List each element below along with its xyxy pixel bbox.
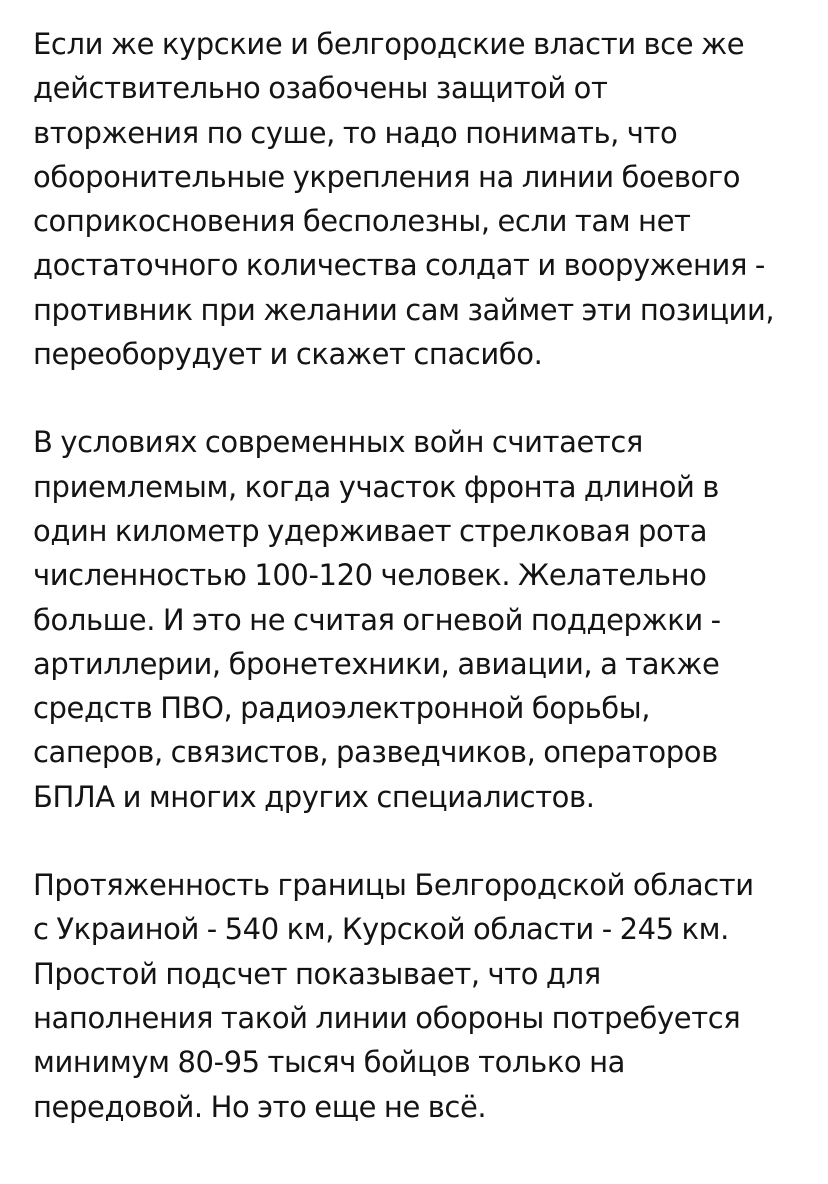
paragraph-3: Протяженность границы Белгородской области с Украиной - 540 км, Курской области - 245 км. Простой подсчет показывает, что для наполнения такой линии обороны потребуется минимум 80-95 тысяч бойцов только на передовой. Но это еще не всё. <box>33 868 754 1124</box>
article-body <box>33 22 813 1173</box>
paragraph-2: В условиях современных войн считается приемлемым, когда участок фронта длиной в один километр удерживает стрелковая рота численностью 100-120 человек. Желательно больше. И это не считая огневой поддержки - артиллерии, бронетехники, авиации, а также средств ПВО, радиоэлектронной борьбы, саперов, связистов, разведчиков, операторов БПЛА и многих других специалистов. <box>33 425 721 814</box>
paragraph-1: Если же курские и белгородские власти все же действительно озабочены защитой от вторжения по суше, то надо понимать, что оборонительные укрепления на линии боевого соприкосновения бесполезны, если там нет достаточного количества солдат и вооружения - противник при желании сам займет эти позиции, переоборудует и скажет спасибо. <box>33 27 775 372</box>
